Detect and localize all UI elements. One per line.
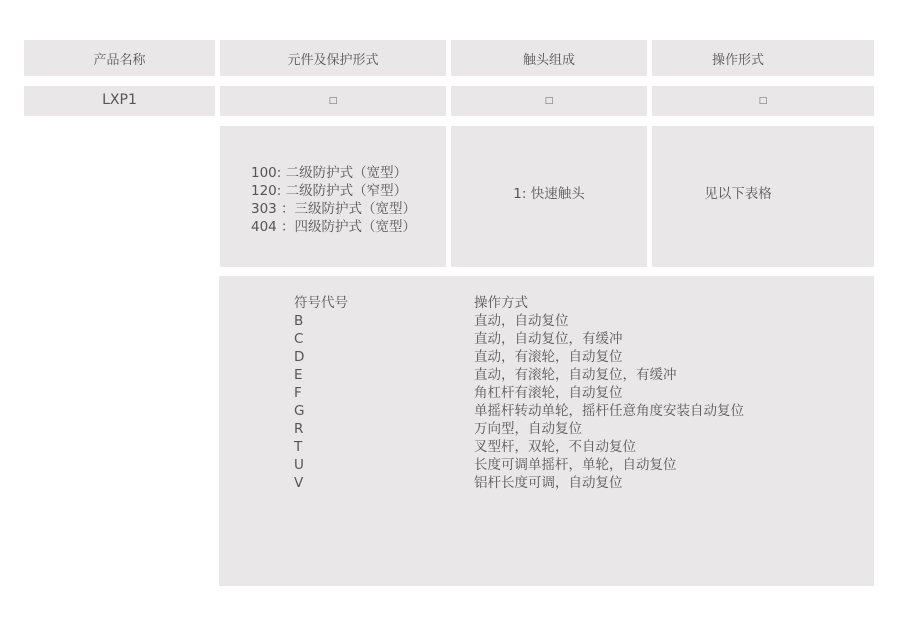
operation-code: E xyxy=(294,367,303,383)
operation-desc-column xyxy=(474,294,744,492)
operation-table xyxy=(219,276,874,586)
placeholder-cell-protection xyxy=(220,86,446,116)
operation-code: U xyxy=(294,457,304,473)
placeholder-square: □ xyxy=(328,96,338,106)
model-label: LXP1 xyxy=(102,91,137,108)
operation-note-cell xyxy=(652,126,874,267)
header-contact-group xyxy=(451,40,647,76)
operation-desc-header: 操作方式 xyxy=(474,295,528,311)
protection-option: 120: 二级防护式（窄型） xyxy=(251,183,408,199)
operation-code: R xyxy=(294,421,304,437)
operation-desc: 叉型杆，双轮，不自动复位 xyxy=(474,439,636,455)
operation-desc: 直动，自动复位 xyxy=(474,313,569,329)
operation-desc: 角杠杆有滚轮，自动复位 xyxy=(474,385,623,401)
model-cell xyxy=(24,86,215,116)
operation-code-column xyxy=(294,294,348,492)
protection-options-list xyxy=(251,164,416,236)
operation-code: D xyxy=(294,349,305,365)
operation-code: T xyxy=(294,439,303,455)
header-contact-group-label: 触头组成 xyxy=(522,52,575,68)
operation-code: F xyxy=(294,385,302,401)
operation-note: 见以下表格 xyxy=(704,186,772,202)
operation-code-header: 符号代号 xyxy=(294,295,348,311)
operation-desc: 长度可调单摇杆，单轮，自动复位 xyxy=(474,457,677,473)
operation-code: B xyxy=(294,313,304,329)
header-product-name-label: 产品名称 xyxy=(93,52,146,68)
operation-desc: 直动，有滚轮，自动复位，有缓冲 xyxy=(474,367,677,383)
placeholder-cell-operation xyxy=(652,86,874,116)
placeholder-square: □ xyxy=(544,96,554,106)
operation-desc: 单摇杆转动单轮，摇杆任意角度安装自动复位 xyxy=(474,403,744,419)
protection-option: 404 ：四级防护式（宽型） xyxy=(251,219,417,235)
operation-code: C xyxy=(294,331,304,347)
operation-code: V xyxy=(294,475,304,491)
placeholder-cell-contact xyxy=(451,86,647,116)
header-operation-form xyxy=(652,40,874,76)
operation-code: G xyxy=(294,403,305,419)
operation-desc: 直动，自动复位，有缓冲 xyxy=(474,331,623,347)
operation-desc: 万向型，自动复位 xyxy=(474,421,582,437)
header-component-protection xyxy=(220,40,446,76)
protection-option: 100: 二级防护式（宽型） xyxy=(251,165,408,181)
operation-desc: 铝杆长度可调，自动复位 xyxy=(474,475,623,491)
placeholder-square: □ xyxy=(758,96,768,106)
protection-option: 303 ：三级防护式（宽型） xyxy=(251,201,417,217)
header-operation-form-label: 操作形式 xyxy=(711,52,764,68)
operation-desc: 直动，有滚轮，自动复位 xyxy=(474,349,623,365)
contact-option-cell xyxy=(451,126,647,267)
header-product-name xyxy=(24,40,215,76)
header-component-protection-label: 元件及保护形式 xyxy=(287,52,379,68)
protection-options-cell xyxy=(220,126,446,267)
contact-option: 1: 快速触头 xyxy=(513,186,585,202)
